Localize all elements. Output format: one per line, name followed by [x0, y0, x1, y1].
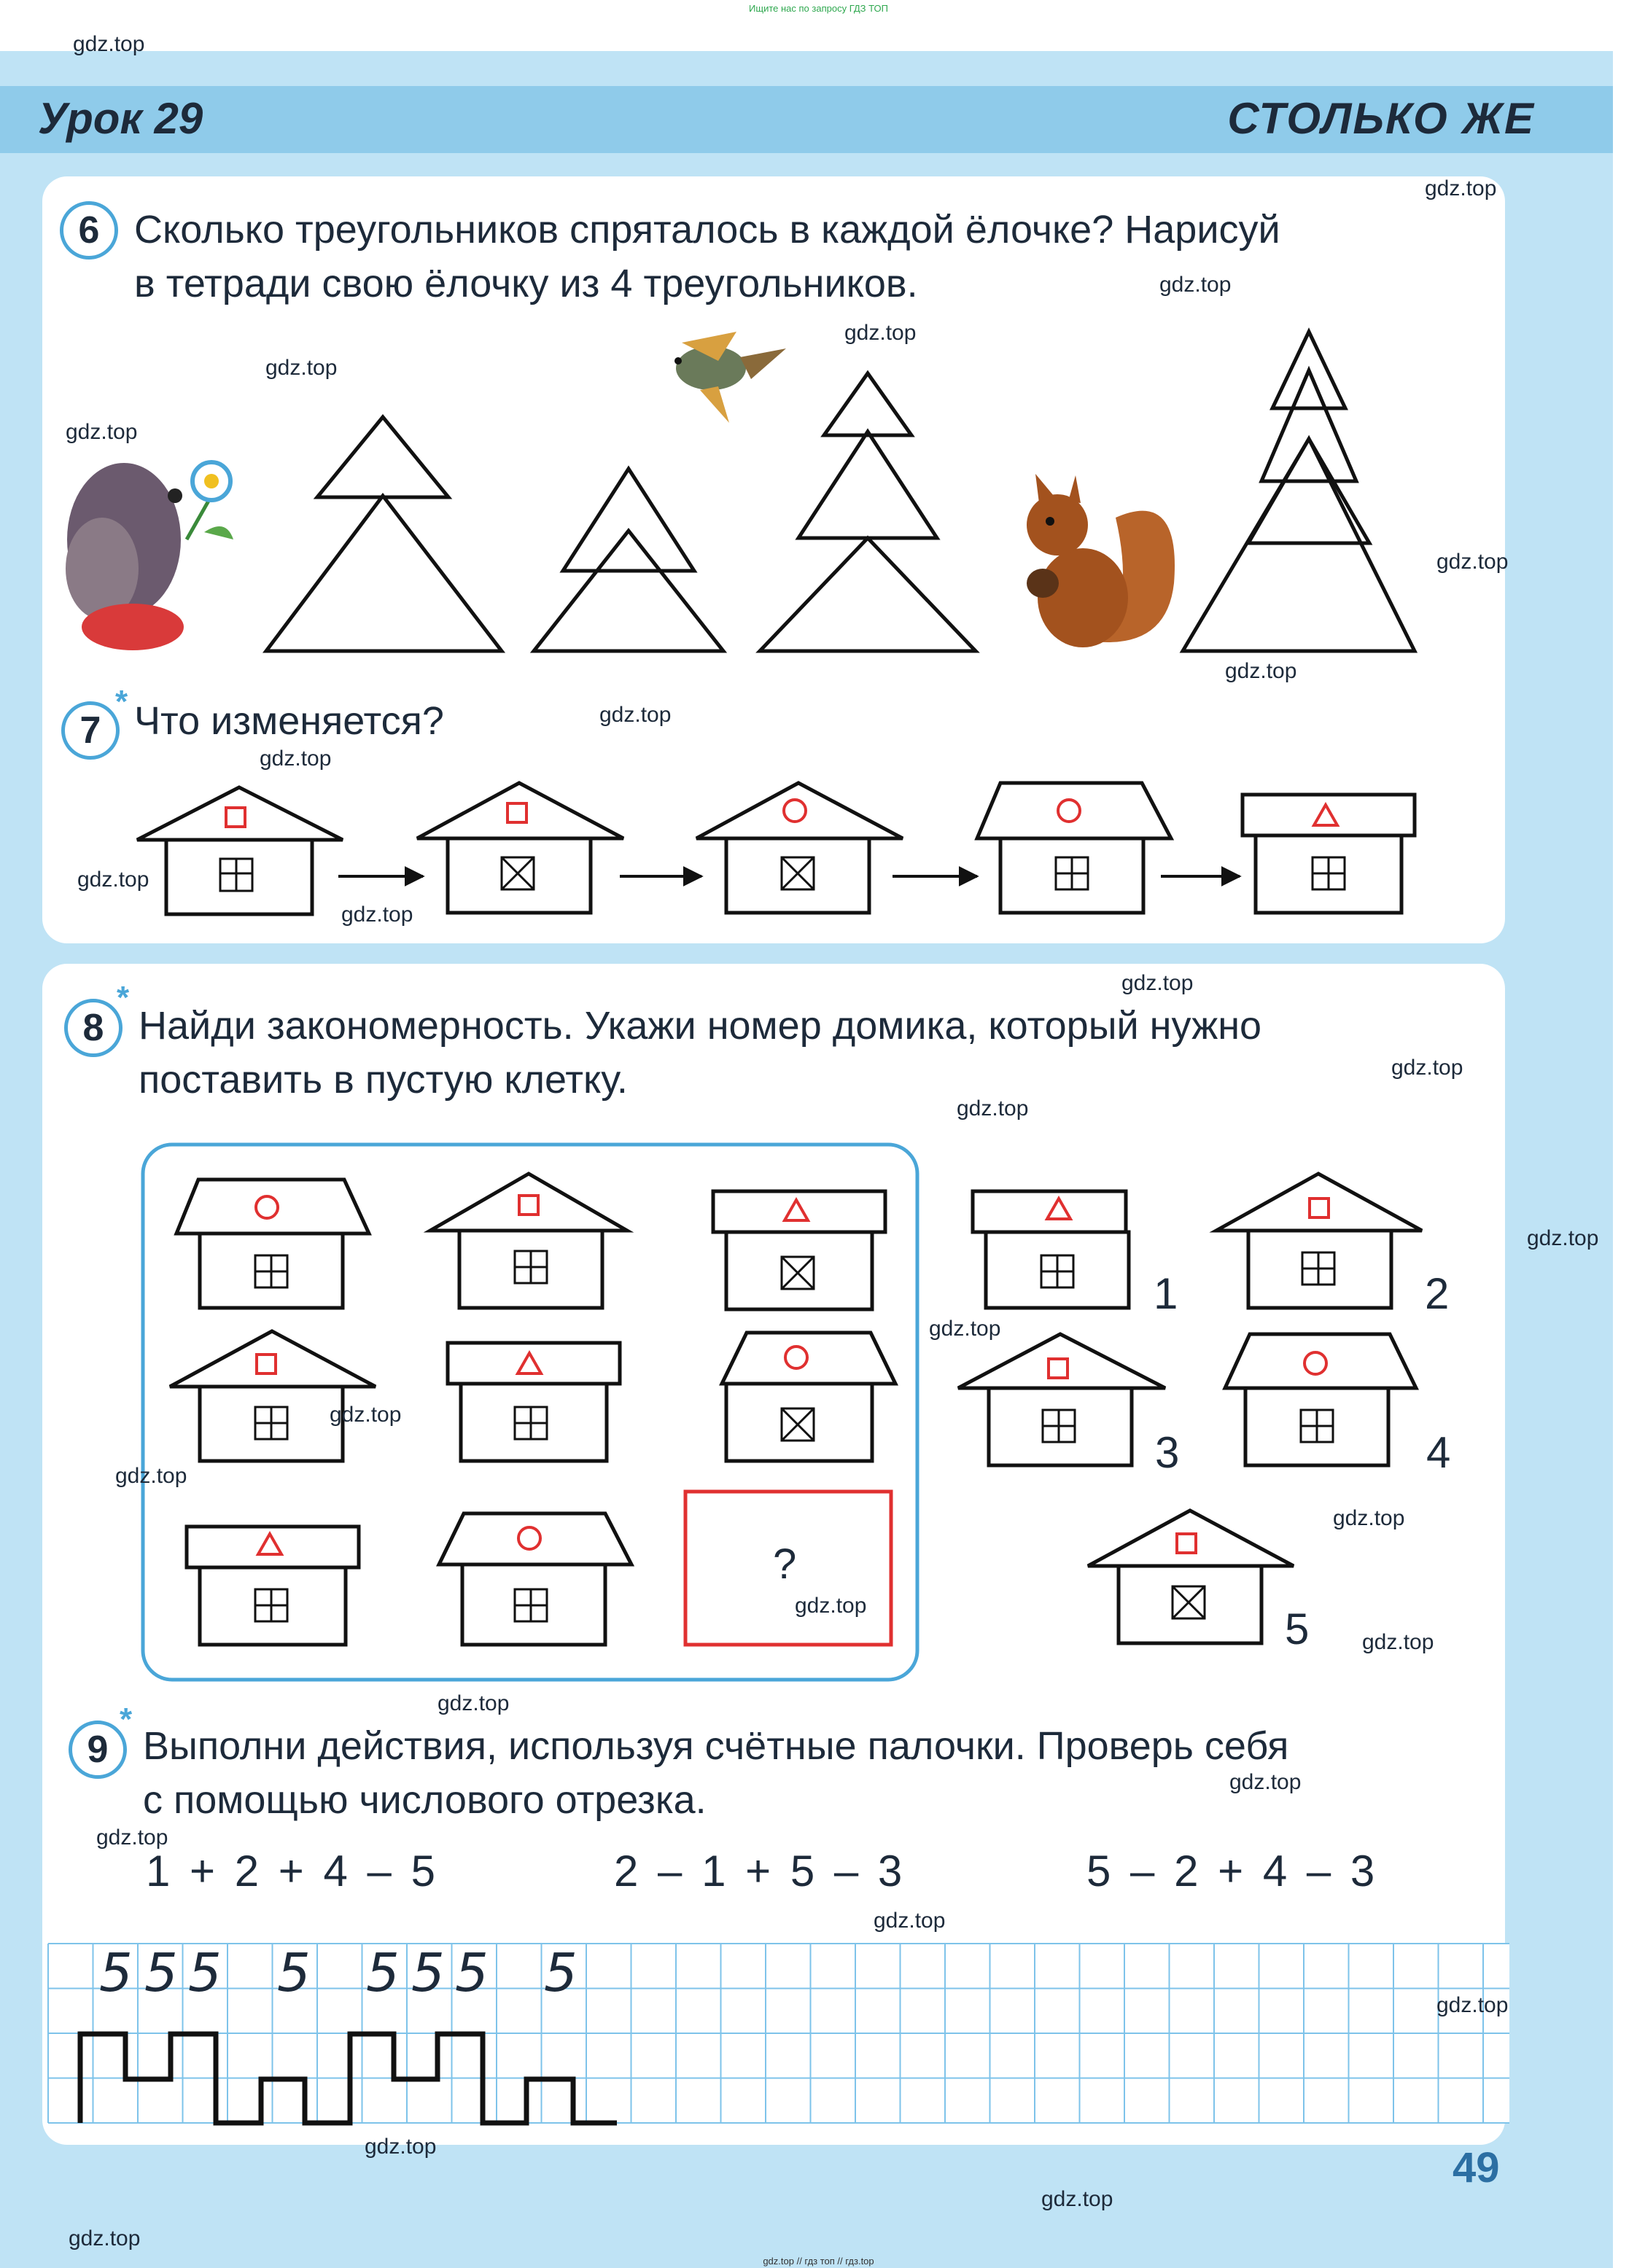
task-6-number: 6 [60, 201, 118, 260]
expression-3: 5 – 2 + 4 – 3 [1086, 1847, 1375, 1895]
watermark: gdz.top [1333, 1506, 1405, 1530]
task-8-line-1: Найди закономерность. Укажи номер домика, который нужно [139, 1004, 1262, 1048]
task-6-line-1: Сколько треугольников спряталось в каждой ёлочке? Нарисуй [134, 208, 1280, 252]
task-9-number: 9 [69, 1721, 127, 1779]
watermark: gdz.top [73, 32, 145, 56]
task-7-number: 7 [61, 701, 120, 760]
watermark: gdz.top [1041, 2187, 1113, 2211]
watermark: gdz.top [874, 1909, 946, 1933]
watermark: gdz.top [365, 2135, 437, 2159]
task-7-star: * [115, 684, 128, 720]
grid-digit-5: 5 [366, 1942, 400, 2003]
expression-1: 1 + 2 + 4 – 5 [146, 1847, 435, 1895]
option-label-4: 4 [1426, 1428, 1451, 1477]
option-label-1: 1 [1154, 1269, 1178, 1318]
watermark: gdz.top [265, 356, 338, 380]
grid-digit-2: 5 [144, 1942, 178, 2003]
topic-title: СТОЛЬКО ЖЕ [1227, 94, 1535, 143]
task-8-star: * [117, 980, 130, 1016]
task-8-line-2: поставить в пустую клетку. [139, 1058, 628, 1102]
watermark: gdz.top [341, 903, 413, 927]
watermark: gdz.top [66, 420, 138, 444]
watermark: gdz.top [1436, 550, 1509, 574]
watermark: gdz.top [1527, 1226, 1599, 1250]
expression-2: 2 – 1 + 5 – 3 [614, 1847, 903, 1895]
watermark: gdz.top [1391, 1056, 1463, 1080]
watermark: gdz.top [77, 868, 149, 892]
watermark: gdz.top [260, 747, 332, 771]
watermark: gdz.top [844, 321, 917, 345]
watermark: gdz.top [929, 1317, 1001, 1341]
watermark: gdz.top [1436, 1993, 1509, 2017]
grid-digit-3: 5 [188, 1942, 222, 2003]
grid-digit-6: 5 [411, 1942, 445, 2003]
watermark: gdz.top [1159, 273, 1232, 297]
top-watermark: Ищите нас по запросу ГДЗ ТОП [749, 3, 888, 14]
watermark: gdz.top [1362, 1630, 1434, 1654]
task-9-line-2: с помощью числового отрезка. [143, 1778, 707, 1822]
watermark: gdz.top [1425, 176, 1497, 200]
watermark: gdz.top [115, 1464, 187, 1488]
task-9-line-1: Выполни действия, используя счётные палочки. Проверь себя [143, 1724, 1289, 1768]
watermark: gdz.top [957, 1096, 1029, 1121]
watermark: gdz.top [96, 1825, 168, 1850]
bottom-watermark: gdz.top // гдз топ // гдз.top [763, 2256, 874, 2267]
option-label-5: 5 [1285, 1605, 1310, 1653]
grid-digit-4: 5 [277, 1942, 311, 2003]
page-number: 49 [1453, 2144, 1500, 2191]
watermark: gdz.top [1229, 1770, 1302, 1794]
task-9-star: * [120, 1702, 133, 1737]
watermark: gdz.top [599, 703, 672, 727]
task-6-line-2: в тетради свою ёлочку из 4 треугольников. [134, 262, 918, 305]
watermark: gdz.top [438, 1691, 510, 1715]
watermark: gdz.top [1121, 971, 1194, 995]
grid-digit-1: 5 [99, 1942, 133, 2003]
option-label-3: 3 [1155, 1428, 1180, 1477]
watermark: gdz.top [795, 1594, 867, 1618]
watermark: gdz.top [330, 1403, 402, 1427]
grid-digit-7: 5 [455, 1942, 489, 2003]
lesson-title: Урок 29 [38, 94, 203, 143]
question-mark: ? [773, 1540, 797, 1588]
option-label-2: 2 [1425, 1269, 1450, 1318]
grid-digit-8: 5 [544, 1942, 578, 2003]
watermark: gdz.top [69, 2226, 141, 2251]
watermark: gdz.top [1225, 659, 1297, 683]
task-8-number: 8 [64, 999, 123, 1057]
task-7-text: Что изменяется? [134, 699, 444, 743]
